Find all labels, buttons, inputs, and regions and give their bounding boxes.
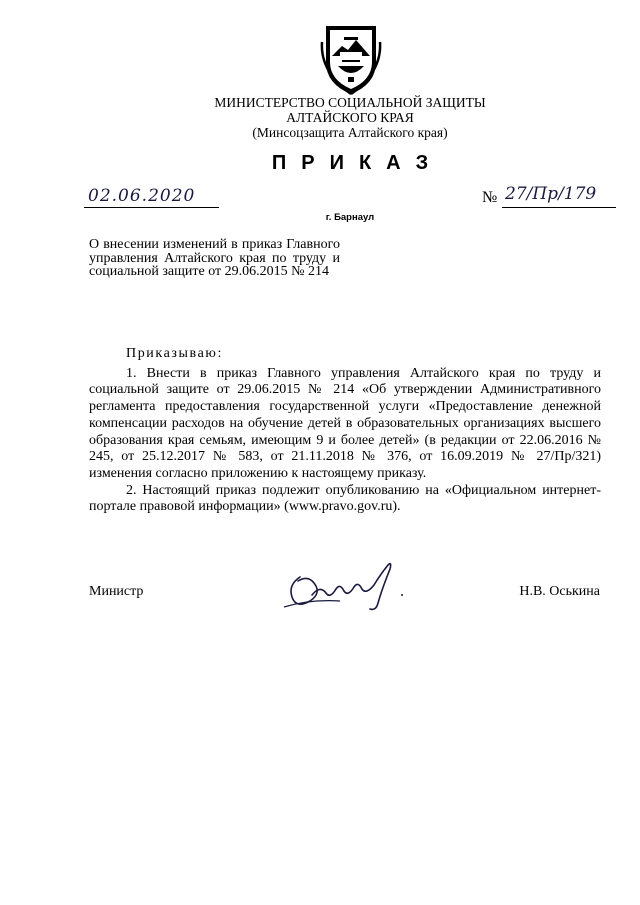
- order-date: 02.06.2020: [88, 186, 196, 206]
- order-title: ПРИКАЗ: [271, 152, 444, 174]
- ministry-name-line2: АЛТАЙСКОГО КРАЯ: [286, 110, 414, 125]
- ministry-short-name: (Минсоцзащита Алтайского края): [252, 125, 448, 140]
- order-city: г. Барнаул: [325, 212, 375, 223]
- signature-icon: [270, 555, 410, 615]
- order-item-1: 1. Внести в приказ Главного управления Алтайского края по труду и социальной защите от 29.06.2015 № 214 «Об утверждении Административного регламента предоставления государственной услуги «Предоставление денежной компенсации расходов на обучение детей в образовательных организациях высшего образования края семьям, имеющим 9 и более детей» (в редакции от 22.06.2016 № 245, от 25.12.2017 № 583, от 21.11.2018 № 376, от 16.09.2019 № 27/Пр/321) изменения согласно приложению к настоящему приказу.: [89, 365, 601, 481]
- coat-of-arms-icon: [318, 22, 384, 96]
- ministry-header: [150, 95, 550, 140]
- date-underline: [84, 207, 219, 208]
- order-number: 27/Пр/179: [505, 184, 597, 204]
- order-item-2: 2. Настоящий приказ подлежит опубликованию на «Официальном интернет-портале правовой информации» (www.pravo.gov.ru).: [89, 482, 601, 515]
- order-number-sign: №: [482, 189, 498, 206]
- signer-position: Министр: [89, 584, 144, 599]
- signer-name: Н.В. Оськина: [519, 584, 600, 599]
- directive-line: Приказываю:: [126, 346, 223, 361]
- order-subject: О внесении изменений в приказ Главного управления Алтайского края по труду и социальной защите от 29.06.2015 № 214: [89, 237, 340, 279]
- ministry-name-line1: МИНИСТЕРСТВО СОЦИАЛЬНОЙ ЗАЩИТЫ: [214, 95, 486, 110]
- order-body: [89, 346, 601, 516]
- number-underline: [502, 207, 616, 208]
